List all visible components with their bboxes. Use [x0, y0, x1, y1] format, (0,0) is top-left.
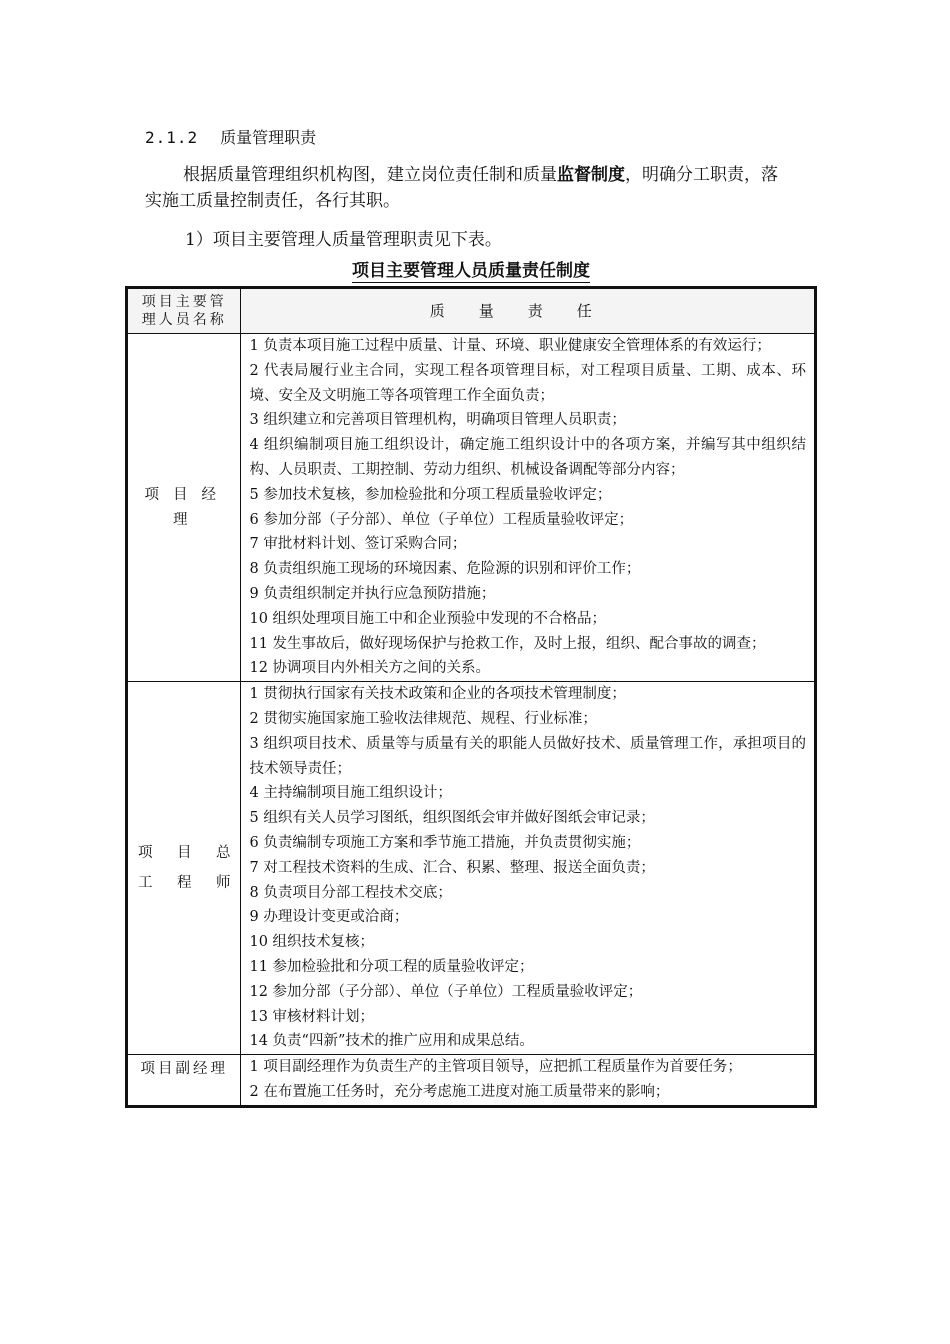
responsibility-item: 9 办理设计变更或洽商； — [249, 909, 409, 926]
header-role-column: 项目主要管理人员名称 — [127, 288, 241, 334]
responsibility-item: 5 组织有关人员学习图纸，组织图纸会审并做好图纸会审记录； — [249, 810, 655, 827]
role-line-1: 项目总 — [138, 845, 231, 862]
section-title: 质量管理职责 — [220, 128, 317, 147]
responsibility-list — [241, 1055, 816, 1107]
responsibility-item: 6 负责编制专项施工方案和季节施工措施，并负责贯彻实施； — [249, 834, 641, 851]
table-row-deputy-manager — [127, 1055, 816, 1107]
responsibility-item: 7 对工程技术资料的生成、汇合、积累、整理、报送全面负责； — [249, 859, 655, 876]
responsibility-item: 4 主持编制项目施工组织设计； — [249, 785, 452, 802]
responsibility-item: 8 负责项目分部工程技术交底； — [249, 884, 452, 901]
responsibility-item: 3 组织项目技术、质量等与质量有关的职能人员做好技术、质量管理工作，承担项目的技术领导责任； — [249, 735, 806, 777]
table-header-row — [127, 288, 816, 334]
responsibility-item: 2 代表局履行业主合同，实现工程各项管理目标，对工程项目质量、工期、成本、环境、安全及文明施工等各项管理工作全面负责； — [249, 362, 806, 404]
intro-text-bold: 监督制度 — [557, 165, 625, 185]
responsibility-item: 10 组织处理项目施工中和企业预验中发现的不合格品； — [249, 610, 607, 627]
responsibility-item: 6 参加分部（子分部）、单位（子单位）工程质量验收评定； — [249, 511, 634, 528]
responsibility-item: 12 参加分部（子分部）、单位（子单位）工程质量验收评定； — [249, 983, 643, 1000]
header-responsibility-column: 质量责任 — [241, 288, 816, 334]
intro-text-before: 根据质量管理组织机构图，建立岗位责任制和质量 — [183, 165, 557, 185]
responsibility-item: 3 组织建立和完善项目管理机构，明确项目管理人员职责； — [249, 412, 626, 429]
responsibility-item: 1 负责本项目施工过程中质量、计量、环境、职业健康安全管理体系的有效运行； — [249, 338, 771, 354]
responsibility-item: 2 贯彻实施国家施工验收法律规范、规程、行业标准； — [249, 710, 597, 727]
table-row-project-manager — [127, 334, 816, 682]
responsibility-list — [241, 682, 816, 1055]
responsibility-item: 11 发生事故后，做好现场保护与抢救工作，及时上报，组织、配合事故的调查； — [249, 635, 766, 652]
role-line-2: 工程师 — [138, 875, 231, 892]
responsibility-item: 5 参加技术复核，参加检验批和分项工程质量验收评定； — [249, 486, 612, 503]
table-title-text: 项目主要管理人员质量责任制度 — [352, 261, 590, 281]
responsibility-item: 12 协调项目内外相关方之间的关系。 — [249, 660, 491, 677]
responsibility-item: 9 负责组织制定并执行应急预防措施； — [249, 585, 496, 602]
table-title — [125, 260, 817, 282]
role-cell: 项目经理 — [127, 334, 241, 682]
role-cell: 项目副经理 — [127, 1055, 241, 1107]
intro-text-after: ，明确分工职责，落实施工质量控制责任，各行其职。 — [145, 165, 778, 211]
responsibility-item: 2 在布置施工任务时，充分考虑施工进度对施工质量带来的影响； — [249, 1083, 670, 1100]
table-reference-paragraph: 1）项目主要管理人质量管理职责见下表。 — [185, 230, 502, 250]
section-heading — [145, 128, 316, 148]
responsibility-item: 1 项目副经理作为负责生产的主管项目领导，应把抓工程质量作为首要任务； — [249, 1059, 742, 1076]
responsibility-item: 10 组织技术复核； — [249, 934, 375, 951]
responsibility-item: 14 负责“四新”技术的推广应用和成果总结。 — [249, 1033, 534, 1050]
table-row-chief-engineer — [127, 682, 816, 1055]
section-number: 2.1.2 — [145, 128, 199, 147]
responsibility-item: 4 组织编制项目施工组织设计，确定施工组织设计中的各项方案，并编写其中组织结构、人员职责、工期控制、劳动力组织、机械设备调配等部分内容； — [249, 437, 806, 478]
responsibility-item: 11 参加检验批和分项工程的质量验收评定； — [249, 958, 534, 975]
responsibility-list — [241, 334, 816, 682]
responsibility-item: 7 审批材料计划、签订采购合同； — [249, 536, 467, 553]
responsibility-item: 1 贯彻执行国家有关技术政策和企业的各项技术管理制度； — [249, 686, 626, 703]
intro-paragraph — [145, 162, 785, 214]
responsibility-table — [125, 286, 817, 1108]
responsibility-item: 8 负责组织施工现场的环境因素、危险源的识别和评价工作； — [249, 561, 641, 578]
role-cell — [127, 682, 241, 1055]
responsibility-item: 13 审核材料计划； — [249, 1008, 375, 1025]
